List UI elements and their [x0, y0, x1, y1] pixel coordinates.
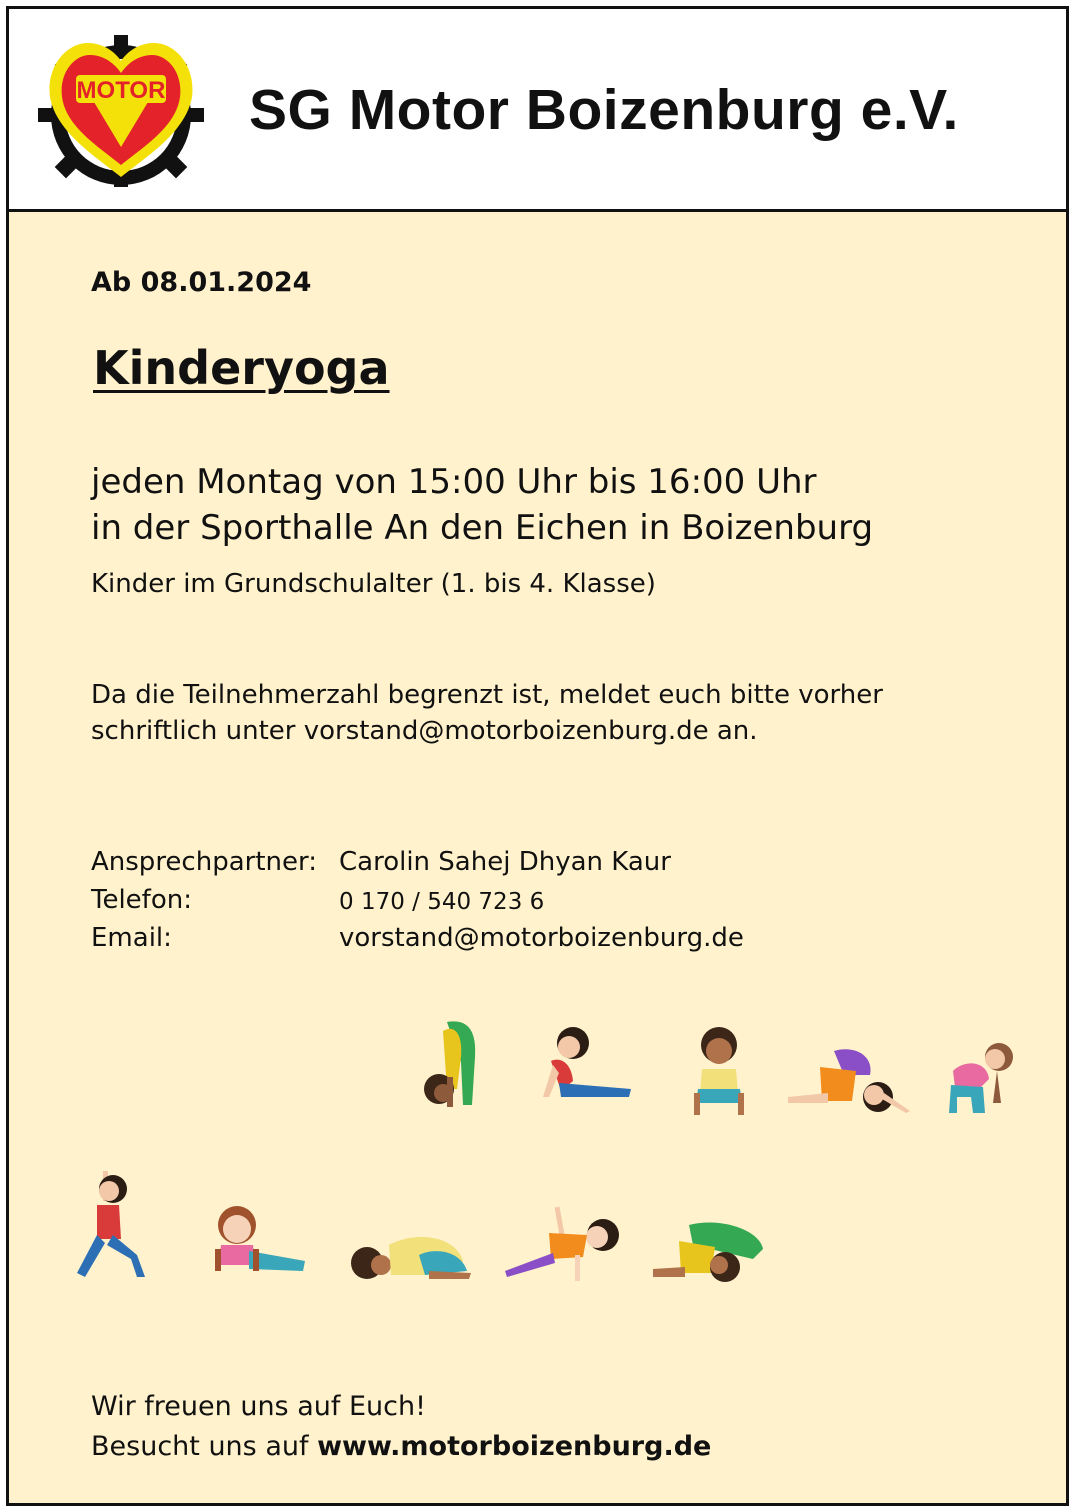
yoga-forward-bend-icon: [417, 1017, 487, 1112]
contact-phone-value: 0 170 / 540 723 6: [339, 889, 545, 915]
svg-text:MOTOR: MOTOR: [76, 77, 166, 104]
contact-person-label: Ansprechpartner:: [91, 847, 317, 877]
yoga-child-pose-icon: [345, 1225, 475, 1285]
contact-phone-label: Telefon:: [91, 885, 192, 915]
yoga-camel-icon: [939, 1037, 1024, 1122]
website-link[interactable]: www.motorboizenburg.de: [317, 1431, 712, 1462]
schedule-line-2: in der Sporthalle An den Eichen in Boizenburg: [91, 508, 874, 548]
yoga-plow-icon: [784, 1041, 914, 1116]
yoga-side-plank-icon: [497, 1205, 627, 1285]
poster-frame: [6, 6, 1069, 1506]
contact-email-value: vorstand@motorboizenburg.de: [339, 923, 744, 953]
club-name: SG Motor Boizenburg e.V.: [249, 78, 959, 142]
registration-line-2: schriftlich unter vorstand@motorboizenburg.de an.: [91, 716, 758, 746]
yoga-cobra-icon: [531, 1021, 641, 1106]
yoga-squat-icon: [684, 1023, 754, 1118]
club-logo-icon: [36, 27, 206, 187]
footer-website-line: [91, 1431, 711, 1462]
poster-header: [9, 9, 1066, 212]
start-date: Ab 08.01.2024: [91, 267, 312, 298]
registration-note: [91, 677, 883, 749]
yoga-plow-pose-icon: [649, 1219, 769, 1284]
footer-greeting: Wir freuen uns auf Euch!: [91, 1391, 426, 1422]
contact-email-label: Email:: [91, 923, 172, 953]
yoga-seated-stretch-icon: [209, 1199, 314, 1279]
registration-line-1: Da die Teilnehmerzahl begrenzt ist, meldet euch bitte vorher: [91, 680, 883, 710]
footer-website-prefix: Besucht uns auf: [91, 1431, 318, 1462]
yoga-warrior-icon: [67, 1169, 157, 1284]
contact-person-value: Carolin Sahej Dhyan Kaur: [339, 847, 671, 877]
event-title: Kinderyoga: [93, 341, 390, 395]
schedule-line-1: jeden Montag von 15:00 Uhr bis 16:00 Uhr: [91, 462, 817, 502]
schedule: [91, 459, 873, 551]
target-group: Kinder im Grundschulalter (1. bis 4. Klasse): [91, 569, 656, 599]
